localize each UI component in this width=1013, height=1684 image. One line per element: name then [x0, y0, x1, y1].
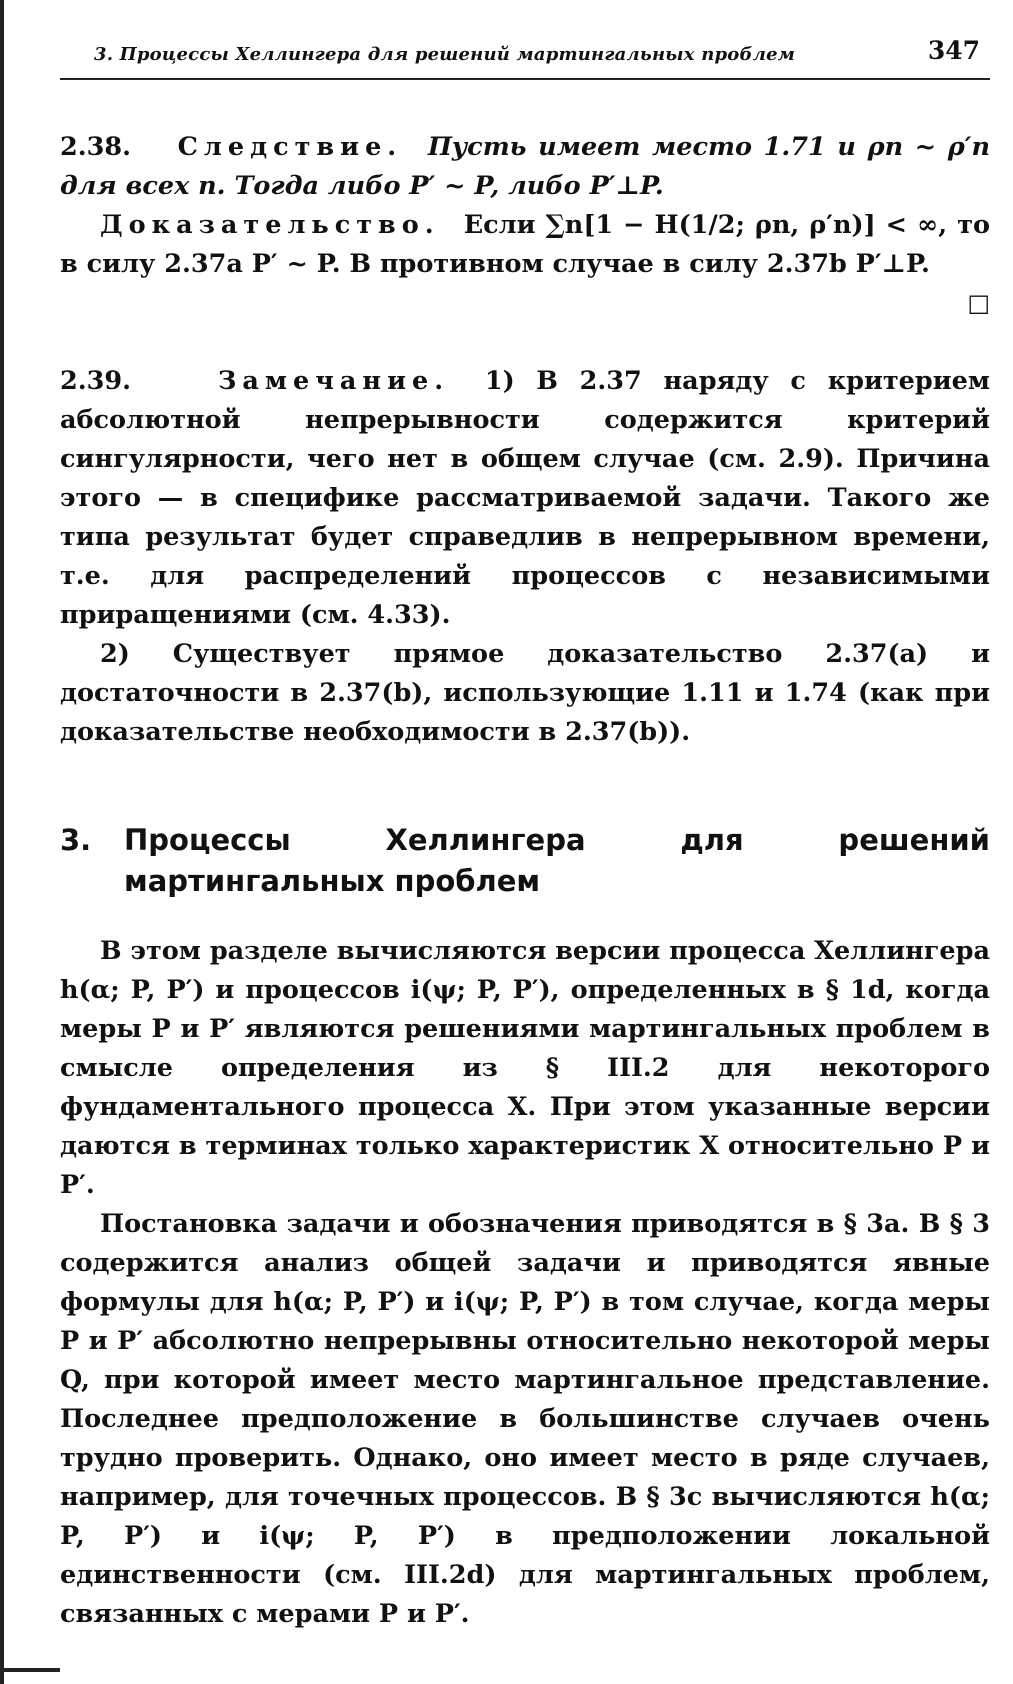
section-body [60, 932, 990, 1634]
running-header [60, 34, 990, 70]
section-para-2: Постановка задачи и обозначения приводятся в § 3a. В § 3 содержится анализ общей задачи и приводятся явные формулы для h(α; P, P′) и i(ψ; P, P′) в том случае, когда меры P и P′ абсолютно непрерывны относительно некоторой меры Q, при которой имеет место мартингальное представление. Последнее предположение в большинстве случаев очень трудно проверить. Однако, оно имеет место в ряде случаев, например, для точечных процессов. В § 3c вычисляются h(α; P, P′) и i(ψ; P, P′) в предположении локальной единственности (см. III.2d) для мартингальных проблем, связанных с мерами P и P′. [60, 1209, 990, 1629]
binding-edge [0, 0, 4, 1684]
corollary-statement: Пусть имеет место 1.71 и ρn ~ ρ′n для всех n. Тогда либо P′ ~ P, либо P′⊥P. [60, 132, 990, 201]
proof-text: Если ∑n[1 − H(1/2; ρn, ρ′n)] < ∞, то в силу 2.37a P′ ~ P. В противном случае в силу 2.37b P′⊥P. [60, 210, 990, 279]
corollary-label: 2.38. [60, 132, 131, 162]
section-title [60, 820, 990, 902]
remark-para-1: 1) В 2.37 наряду с критерием абсолютной непрерывности содержится критерий сингулярности, чего нет в общем случае (см. 2.9). Причина этого — в специфике рассматриваемой задачи. Такого же типа результат будет справедлив в непрерывном времени, т.е. для распределений процессов с независимыми приращениями (см. 4.33). [60, 366, 990, 630]
section-title-text: Процессы Хеллингера для решений мартингальных проблем [124, 823, 990, 898]
binding-edge-bottom [0, 1668, 60, 1672]
header-rule [60, 78, 990, 80]
running-title: 3. Процессы Хеллингера для решений мартингальных проблем [94, 44, 796, 65]
proof-kind: Доказательство. [100, 210, 440, 240]
qed-symbol: □ [967, 289, 990, 317]
corollary-kind: Следствие. [177, 132, 403, 162]
page-number: 347 [927, 36, 980, 65]
section-number: 3. [60, 823, 92, 857]
section-para-1: В этом разделе вычисляются версии процесса Хеллингера h(α; P, P′) и процессов i(ψ; P, P′), определенных в § 1d, когда меры P и P′ являются решениями мартингальных проблем в смысле определения из § III.2 для некоторого фундаментального процесса X. При этом указанные версии даются в терминах только характеристик X относительно P и P′. [60, 936, 990, 1200]
remark-para-2: 2) Существует прямое доказательство 2.37(a) и достаточности в 2.37(b), использующие 1.11 и 1.74 (как при доказательстве необходимости в 2.37(b)). [60, 639, 990, 747]
corollary-2-38 [60, 128, 990, 323]
remark-2-39 [60, 362, 990, 752]
remark-label: 2.39. [60, 366, 131, 396]
remark-kind: Замечание. [217, 366, 450, 396]
